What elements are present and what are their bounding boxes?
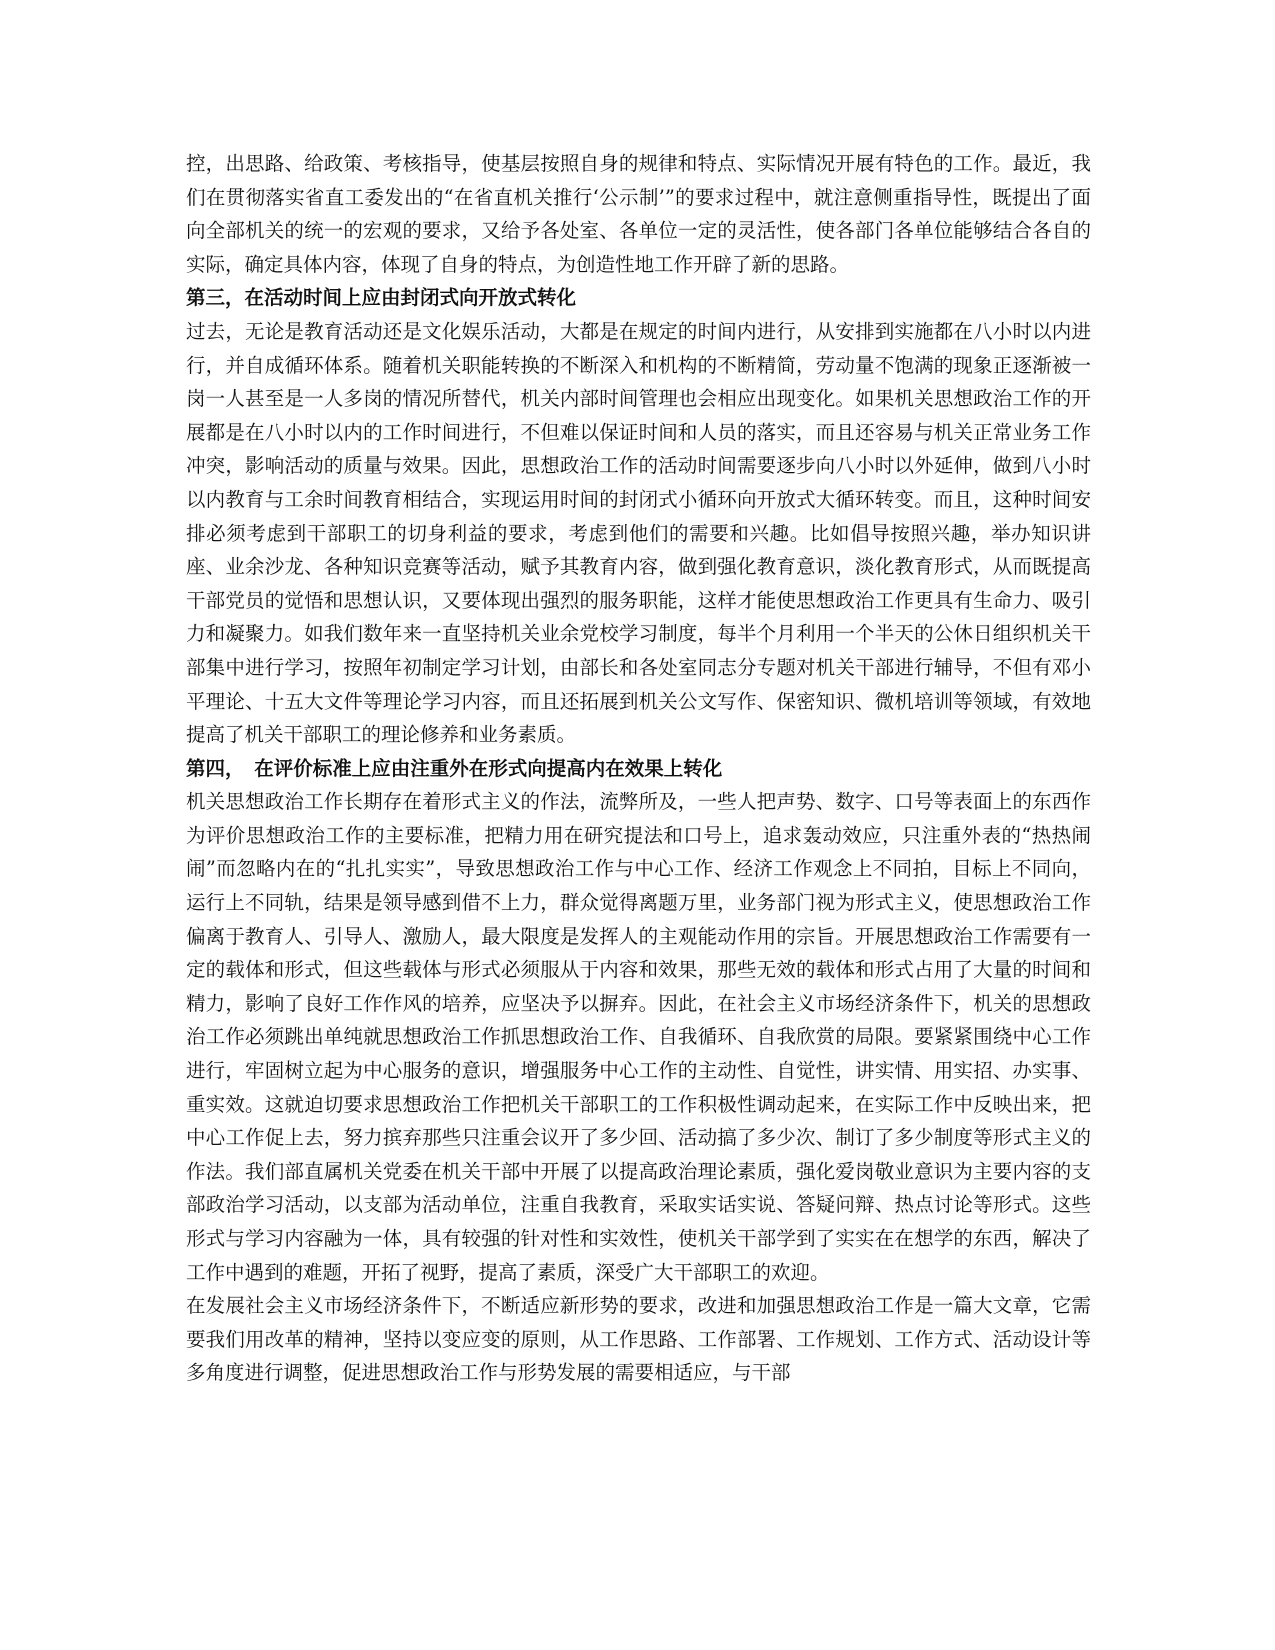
document-body — [186, 147, 1091, 1390]
paragraph-1: 控，出思路、给政策、考核指导，使基层按照自身的规律和特点、实际情况开展有特色的工作。最近，我们在贯彻落实省直工委发出的“在省直机关推行‘公示制’”的要求过程中，就注意侧重指导性，既提出了面向全部机关的统一的宏观的要求，又给予各处室、各单位一定的灵活性，使各部门各单位能够结合各自的实际，确定具体内容，体现了自身的特点，为创造性地工作开辟了新的思路。 — [186, 152, 1091, 276]
paragraph-2: 过去，无论是教育活动还是文化娱乐活动，大都是在规定的时间内进行，从安排到实施都在八小时以内进行，并自成循环体系。随着机关职能转换的不断深入和机构的不断精简，劳动量不饱满的现象正逐渐被一岗一人甚至是一人多岗的情况所替代，机关内部时间管理也会相应出现变化。如果机关思想政治工作的开展都是在八小时以内的工作时间进行，不但难以保证时间和人员的落实，而且还容易与机关正常业务工作冲突，影响活动的质量与效果。因此，思想政治工作的活动时间需要逐步向八小时以外延伸，做到八小时以内教育与工余时间教育相结合，实现运用时间的封闭式小循环向开放式大循环转变。而且，这种时间安排必须考虑到干部职工的切身利益的要求，考虑到他们的需要和兴趣。比如倡导按照兴趣，举办知识讲座、业余沙龙、各种知识竞赛等活动，赋予其教育内容，做到强化教育意识，淡化教育形式，从而既提高干部党员的觉悟和思想认识，又要体现出强烈的服务职能，这样才能使思想政治工作更具有生命力、吸引力和凝聚力。如我们数年来一直坚持机关业余党校学习制度，每半个月利用一个半天的公休日组织机关干部集中进行学习，按照年初制定学习计划，由部长和各处室同志分专题对机关干部进行辅导，不但有邓小平理论、十五大文件等理论学习内容，而且还拓展到机关公文写作、保密知识、微机培训等领域，有效地提高了机关干部职工的理论修养和业务素质。 — [186, 319, 1091, 747]
paragraph-3: 机关思想政治工作长期存在着形式主义的作法，流弊所及，一些人把声势、数字、口号等表面上的东西作为评价思想政治工作的主要标准，把精力用在研究提法和口号上，追求轰动效应，只注重外表的“热热闹闹”而忽略内在的“扎扎实实”，导致思想政治工作与中心工作、经济工作观念上不同拍，目标上不同向，运行上不同轨，结果是领导感到借不上力，群众觉得离题万里，业务部门视为形式主义，使思想政治工作偏离于教育人、引导人、激励人，最大限度是发挥人的主观能动作用的宗旨。开展思想政治工作需要有一定的载体和形式，但这些载体与形式必须服从于内容和效果，那些无效的载体和形式占用了大量的时间和精力，影响了良好工作作风的培养，应坚决予以摒弃。因此，在社会主义市场经济条件下，机关的思想政治工作必须跳出单纯就思想政治工作抓思想政治工作、自我循环、自我欣赏的局限。要紧紧围绕中心工作进行，牢固树立起为中心服务的意识，增强服务中心工作的主动性、自觉性，讲实情、用实招、办实事、重实效。这就迫切要求思想政治工作把机关干部职工的工作积极性调动起来，在实际工作中反映出来，把中心工作促上去，努力摈弃那些只注重会议开了多少回、活动搞了多少次、制订了多少制度等形式主义的作法。我们部直属机关党委在机关干部中开展了以提高政治理论素质，强化爱岗敬业意识为主要内容的支部政治学习活动，以支部为活动单位，注重自我教育，采取实话实说、答疑问辩、热点讨论等形式。这些形式与学习内容融为一体，具有较强的针对性和实效性，使机关干部学到了实实在在想学的东西，解决了工作中遇到的难题，开拓了视野，提高了素质，深受广大干部职工的欢迎。 — [186, 790, 1091, 1284]
section-heading-3: 第三，在活动时间上应由封闭式向开放式转化 — [186, 286, 577, 310]
paragraph-4: 在发展社会主义市场经济条件下，不断适应新形势的要求，改进和加强思想政治工作是一篇大文章，它需要我们用改革的精神，坚持以变应变的原则，从工作思路、工作部署、工作规划、工作方式、活动设计等多角度进行调整，促进思想政治工作与形势发展的需要相适应，与干部 — [186, 1294, 1091, 1385]
section-heading-4: 第四， 在评价标准上应由注重外在形式向提高内在效果上转化 — [186, 756, 723, 780]
